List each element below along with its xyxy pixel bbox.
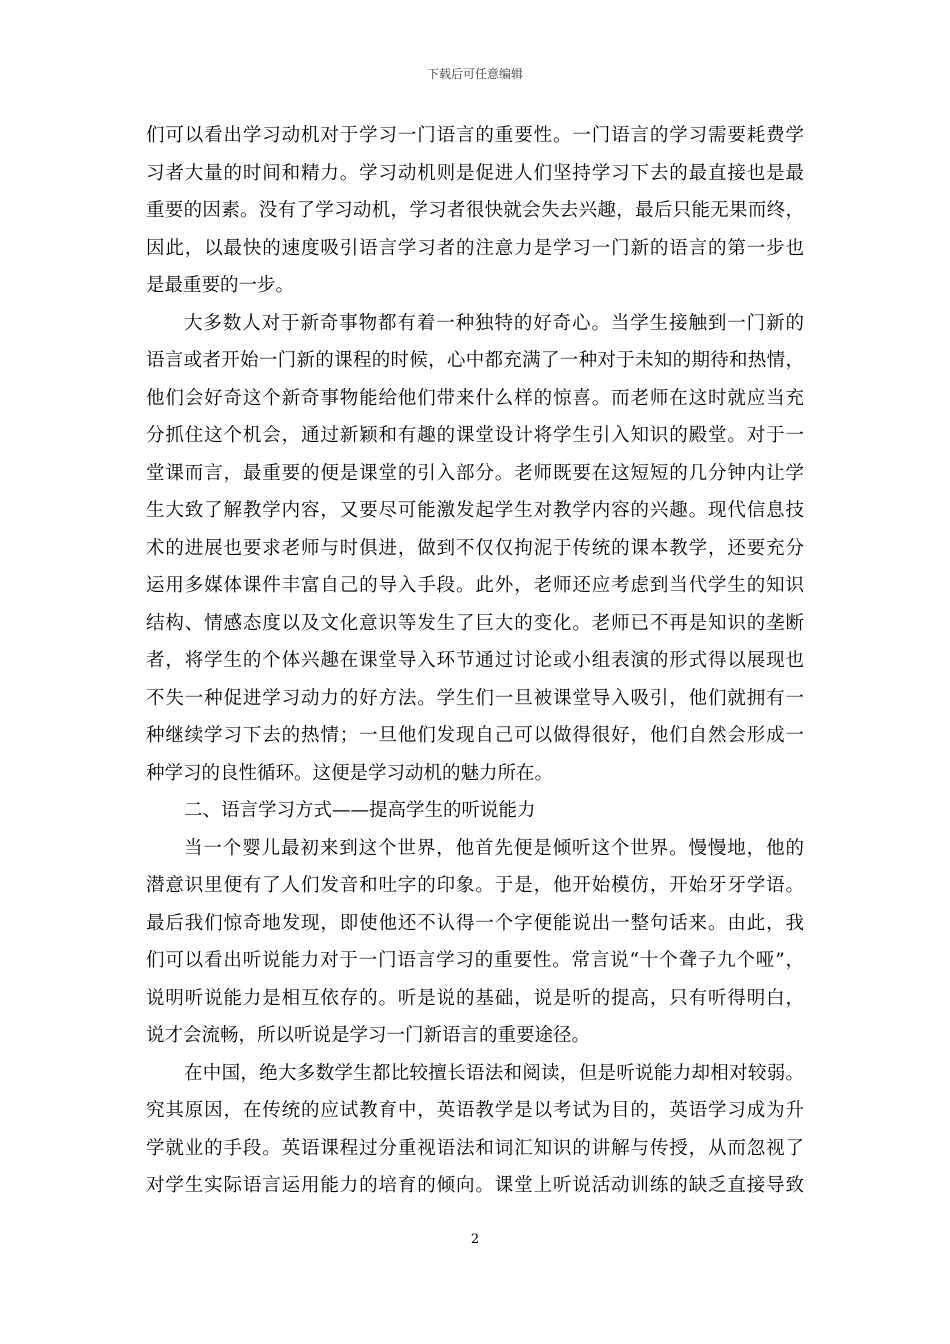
- text-line: 因此，以最快的速度吸引语言学习者的注意力是学习一门新的语言的第一步也: [146, 237, 804, 259]
- text-line: 运用多媒体课件丰富自己的导入手段。此外，老师还应考虑到当代学生的知识: [146, 575, 804, 596]
- page-header: 下载后可任意编辑: [426, 67, 523, 81]
- text-line: 他们会好奇这个新奇事物能给他们带来什么样的惊喜。而老师在这时就应当充: [146, 387, 804, 409]
- text-line: 习者大量的时间和精力。学习动机则是促进人们坚持学习下去的最直接也是最: [146, 162, 804, 184]
- text-line: 对学生实际语言运用能力的培育的倾向。课堂上听说活动训练的缺乏直接导致: [146, 1175, 804, 1196]
- text-line: 们可以看出听说能力对于一门语言学习的重要性。常言说“十个聋子九个哑”，: [146, 950, 804, 971]
- document-body: [146, 117, 804, 1205]
- text-line: 术的进展也要求老师与时俱进，做到不仅仅拘泥于传统的课本教学，还要充分: [146, 537, 804, 559]
- text-line: 潜意识里便有了人们发音和吐字的印象。于是，他开始模仿，开始牙牙学语。: [146, 875, 804, 896]
- text-line: 分抓住这个机会，通过新颖和有趣的课堂设计将学生引入知识的殿堂。对于一: [146, 425, 804, 446]
- text-line: 当一个婴儿最初来到这个世界，他首先便是倾听这个世界。慢慢地，他的: [184, 837, 804, 859]
- page-number: 2: [470, 1232, 480, 1247]
- text-line: 生大致了解教学内容，又要尽可能激发起学生对教学内容的兴趣。现代信息技: [146, 500, 804, 521]
- text-line: 种继续学习下去的热情；一旦他们发现自己可以做得很好，他们自然会形成一: [146, 725, 804, 746]
- text-line: 说才会流畅，所以听说是学习一门新语言的重要途径。: [146, 1025, 591, 1046]
- text-line: 者，将学生的个体兴趣在课堂导入环节通过讨论或小组表演的形式得以展现也: [146, 650, 804, 671]
- text-line: 是最重要的一步。: [146, 275, 295, 296]
- text-line: 堂课而言，最重要的便是课堂的引入部分。老师既要在这短短的几分钟内让学: [146, 462, 804, 484]
- text-line: 们可以看出学习动机对于学习一门语言的重要性。一门语言的学习需要耗费学: [146, 125, 804, 146]
- text-line: 说明听说能力是相互依存的。听是说的基础，说是听的提高，只有听得明白，: [146, 987, 804, 1009]
- text-line: 不失一种促进学习动力的好方法。学生们一旦被课堂导入吸引，他们就拥有一: [146, 687, 804, 709]
- text-line: 种学习的良性循环。这便是学习动机的魅力所在。: [146, 762, 554, 784]
- text-line: 究其原因，在传统的应试教育中，英语教学是以考试为目的，英语学习成为升: [146, 1100, 804, 1121]
- text-line: 学就业的手段。英语课程过分重视语法和词汇知识的讲解与传授，从而忽视了: [146, 1137, 804, 1159]
- text-line: 最后我们惊奇地发现，即使他还不认得一个字便能说出一整句话来。由此，我: [146, 912, 804, 934]
- text-line: 大多数人对于新奇事物都有着一种独特的好奇心。当学生接触到一门新的: [184, 312, 804, 334]
- text-line: 二、语言学习方式——提高学生的听说能力: [184, 800, 536, 821]
- text-line: 语言或者开始一门新的课程的时候，心中都充满了一种对于未知的期待和热情，: [146, 350, 804, 371]
- text-line: 重要的因素。没有了学习动机，学习者很快就会失去兴趣，最后只能无果而终，: [146, 200, 804, 221]
- text-line: 结构、情感态度以及文化意识等发生了巨大的变化。老师已不再是知识的垄断: [146, 612, 804, 634]
- text-line: 在中国，绝大多数学生都比较擅长语法和阅读，但是听说能力却相对较弱。: [184, 1062, 804, 1084]
